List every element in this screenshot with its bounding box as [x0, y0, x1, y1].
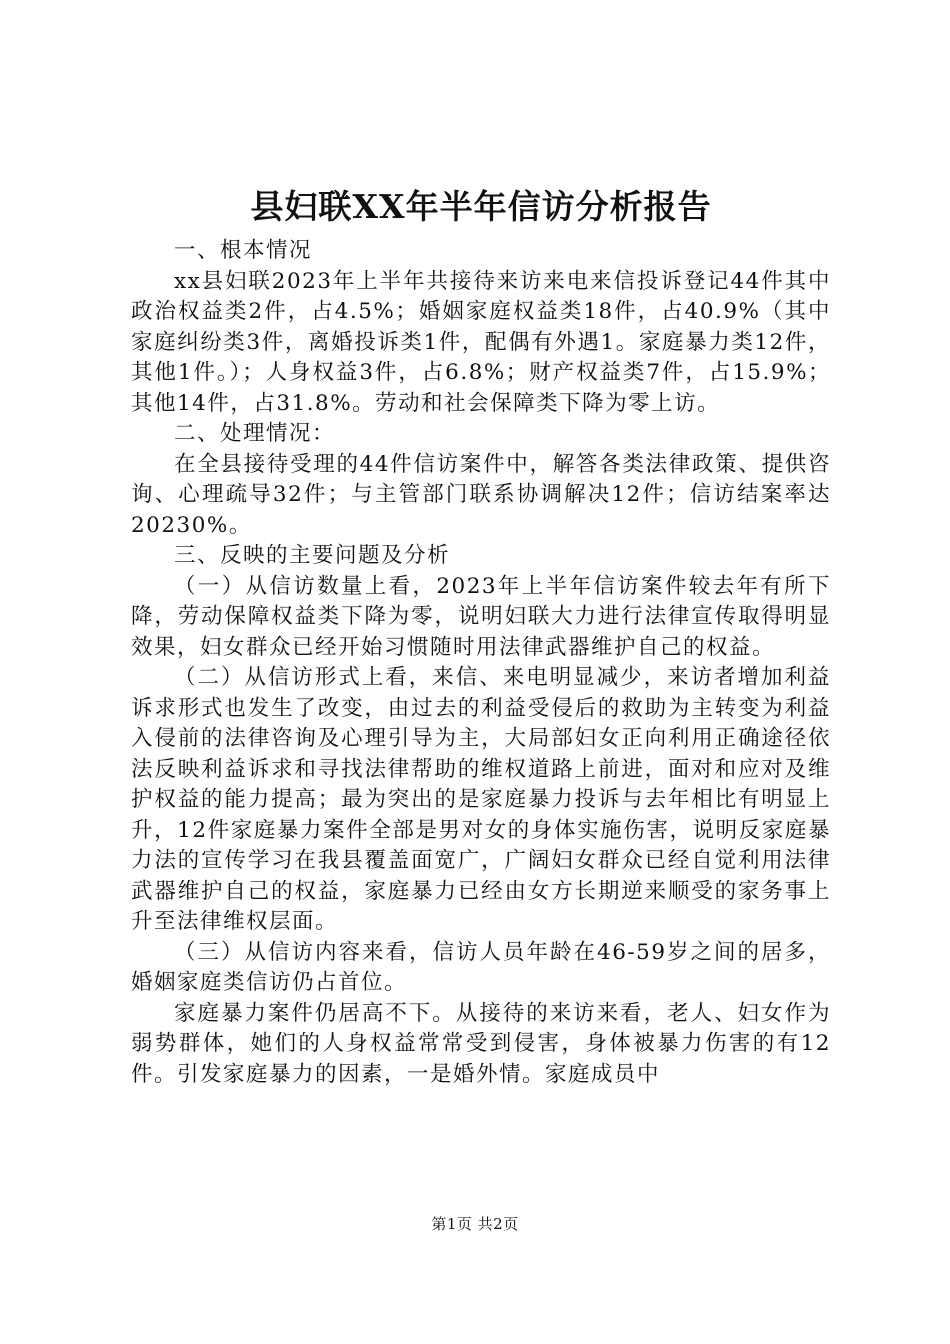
section-heading-issues: 三、反映的主要问题及分析 [174, 543, 451, 568]
document-page [131, 182, 831, 1090]
document-title: 县妇联XX年半年信访分析报告 [250, 187, 712, 226]
document-body [131, 236, 831, 1090]
paragraph-domestic-violence: 家庭暴力案件仍居高不下。从接待的来访来看，老人、妇女作为弱势群体，她们的人身权益常常受到侵害，身体被暴力伤害的有12件。引发家庭暴力的因素，一是婚外情。家庭成员中 [131, 1000, 831, 1087]
paragraph-issue-2: （二）从信访形式上看，来信、来电明显减少，来访者增加利益诉求形式也发生了改变，由过去的利益受侵后的救助为主转变为利益入侵前的法律咨询及心理引导为主，大局部妇女正向利用正确途径依法反映利益诉求和寻找法律帮助的维权道路上前进，面对和应对及维护权益的能力提高；最为突出的是家庭暴力投诉与去年相比有明显上升，12件家庭暴力案件全部是男对女的身体实施伤害，说明反家庭暴力法的宣传学习在我县覆盖面宽广，广阔妇女群众已经自觉利用法律武器维护自己的权益，家庭暴力已经由女方长期逆来顺受的家务事上升至法律维权层面。 [131, 665, 831, 934]
page-number: 第1页 共2页 [431, 1215, 519, 1233]
paragraph-statistics: xx县妇联2023年上半年共接待来访来电来信投诉登记44件其中政治权益类2件，占4.5%；婚姻家庭权益类18件，占40.9%（其中家庭纠纷类3件，离婚投诉类1件，配偶有外遇1。家庭暴力类12件，其他1件。）；人身权益3件，占6.8%；财产权益类7件，占15.9%；其他14件，占31.8%。劳动和社会保障类下降为零上访。 [131, 268, 831, 416]
section-heading-basic: 一、根本情况 [174, 238, 313, 263]
paragraph-issue-3: （三）从信访内容来看，信访人员年龄在46-59岁之间的居多，婚姻家庭类信访仍占首位。 [131, 939, 831, 995]
paragraph-handling: 在全县接待受理的44件信访案件中，解答各类法律政策、提供咨询、心理疏导32件；与主管部门联系协调解决12件；信访结案率达20230%。 [131, 451, 831, 538]
section-heading-handling: 二、处理情况： [174, 421, 336, 446]
paragraph-issue-1: （一）从信访数量上看，2023年上半年信访案件较去年有所下降，劳动保障权益类下降为零，说明妇联大力进行法律宣传取得明显效果，妇女群众已经开始习惯随时用法律武器维护自己的权益。 [131, 573, 831, 660]
